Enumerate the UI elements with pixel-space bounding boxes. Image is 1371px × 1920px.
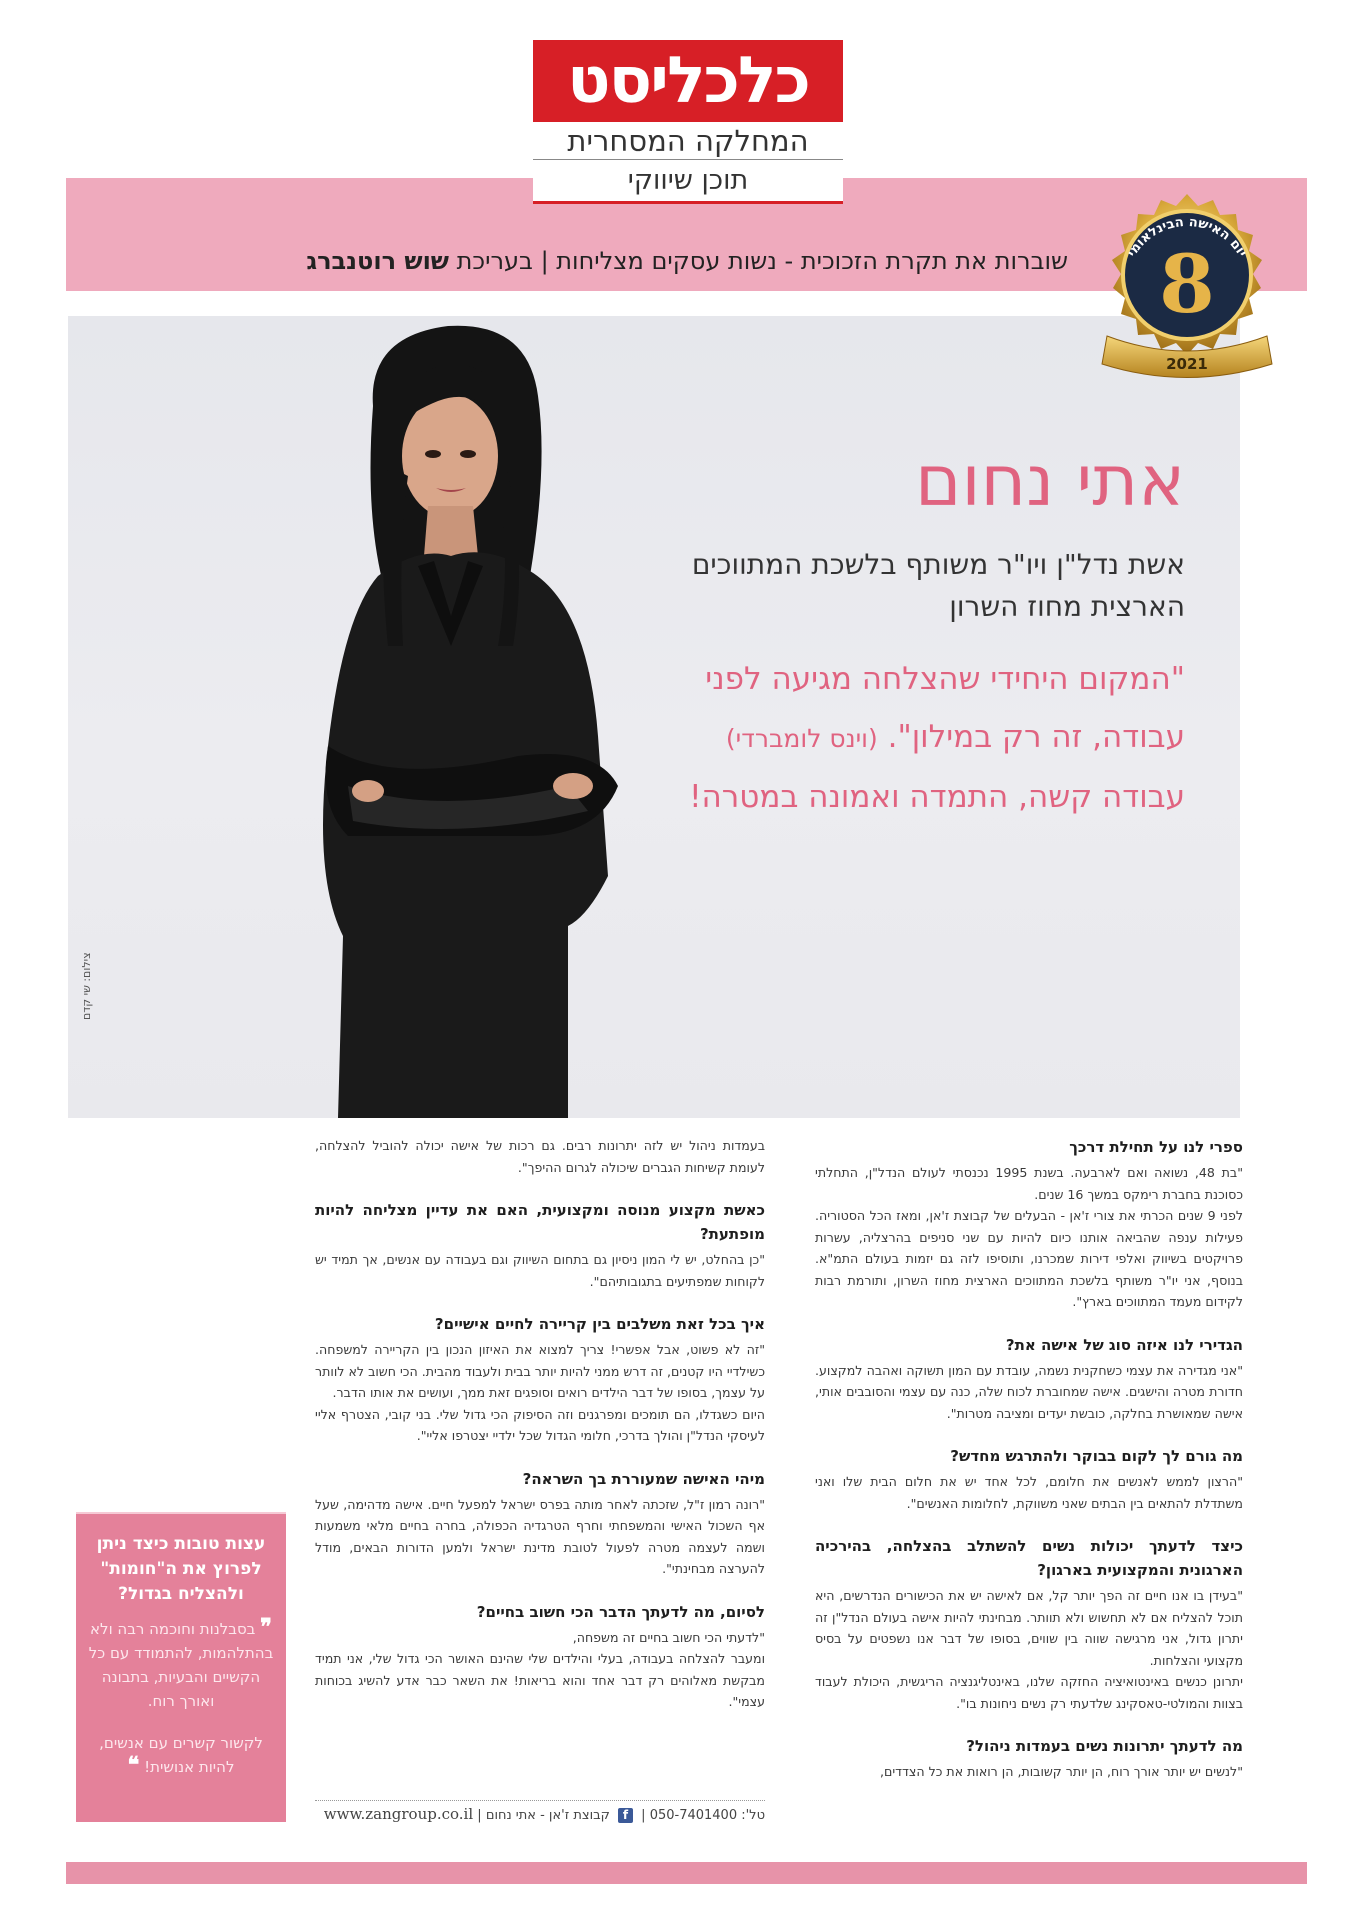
department-label: המחלקה המסחרית	[533, 122, 843, 160]
role-line-1: אשת נדל"ן ויו"ר משותף בלשכת המתווכים	[691, 548, 1185, 581]
separator: |	[637, 1808, 646, 1823]
logo-text: כלכליסט	[567, 44, 809, 118]
answer-text-continued: בעמדות ניהול יש לזה יתרונות רבים. גם רכות של אישה יכולה להוביל להצלחה, לעומת קשיחות הגברים שיכולה לגרום ההיפך".	[315, 1138, 765, 1175]
womens-day-badge	[1082, 186, 1292, 396]
quote-mark-icon: ❞	[260, 1614, 272, 1640]
question-heading: לסיום, מה לדעתך הדבר הכי חשוב בחיים?	[476, 1602, 765, 1621]
contact-phone: טל': 050-7401400	[649, 1808, 765, 1823]
answer-text: "זה לא פשוט, אבל אפשרי! צריך למצוא את האיזון הנכון בין הקריירה למשפחה. כשילדיי היו קטנים, זה דרש ממני להיות יותר בבית ולעבוד מהבית. הכי חשוב לא לוותר על עצמך, בסופו של דבר הילדים רואים וסופגים זאת ממך, ועושים את אותו הדבר. היום כשגדלו, הם תומכים ומפרגנים וזה הסיפוק הכי גדול שלי. בני קובי, הצטרף אליי לעיסקי הנדל"ן והולך בדרכי, חלומי הגדול שכל ילדיי יצטרפו אליי".	[315, 1342, 765, 1443]
question-heading: כאשת מקצוע מנוסה ומקצועית, האם את עדיין מצליחה להיות מופתעת?	[315, 1201, 765, 1243]
series-title	[306, 246, 1068, 276]
question-heading: כיצד לדעתך יכולות נשים להשתלב בהצלחה, בהירכיה הארגונית והמקצועית בארגון?	[815, 1537, 1243, 1579]
article-column-right	[815, 1135, 1243, 1783]
quote-line-2	[625, 708, 1185, 768]
question-heading: הגדירי לנו איזה סוג של אישה את?	[1005, 1335, 1243, 1354]
contact-website: www.zangroup.co.il	[323, 1805, 474, 1823]
facebook-icon: f	[618, 1808, 633, 1823]
separator: |	[473, 1808, 482, 1823]
tips-title: עצות טובות כיצד ניתן לפרוץ את ה"חומות" ולהצליח בגדול?	[96, 1534, 266, 1604]
question-heading: ספרי לנו על תחילת דרכך	[1069, 1138, 1243, 1156]
tips-footer	[88, 1731, 274, 1779]
tips-footer-text: לקשור קשרים עם אנשים, להיות אנושית!	[99, 1734, 263, 1776]
series-editor: שוש רוטנברג	[306, 247, 450, 275]
contact-line	[315, 1805, 765, 1823]
series-prefix: שוברות את תקרת הזכוכית - נשות עסקים מצליחות | בעריכת	[456, 247, 1068, 275]
question-heading: מיהי האישה שמעוררת בך השראה?	[522, 1469, 765, 1488]
badge-number: 8	[1159, 237, 1215, 331]
article-column-left	[315, 1135, 765, 1713]
tips-box	[76, 1512, 286, 1822]
quote-line-2-text: עבודה, זה רק במילון".	[887, 719, 1185, 755]
quote-line-3: עבודה קשה, התמדה ואמונה במטרה!	[689, 779, 1185, 815]
quote-mark-icon: ❝	[127, 1752, 140, 1778]
profile-quote	[625, 650, 1185, 826]
question-heading: מה לדעתך יתרונות נשים בעמדות ניהול?	[966, 1737, 1243, 1755]
answer-text: "לנשים יש יותר אורך רוח, הן יותר קשובות, הן רואות את כל הצדדים,	[879, 1764, 1243, 1779]
answer-text: "אני מגדירה את עצמי כשחקנית נשמה, עובדת עם המון תשוקה ואהבה למקצוע. חדורת מטרה והישגים. אישה שמחוברת לכוח שלה, כנה עם עצמי והסובבים אותי, אישה שמאושרת בחלקה, כובשת יעדים ומציבה מטרות".	[815, 1362, 1243, 1421]
footer-pink-band	[66, 1862, 1307, 1884]
badge-arc-text: יום האישה הבינלאומי	[1124, 214, 1250, 260]
answer-text: "בעידן בו אנו חיים זה הפך יותר קל, אם לאישה יש את הכישורים הנדרשים, היא תוכל להצליח אם לא תחשוש ולא תוותר. מבחינתי להיות אישה בעולם הנדל"ן זה יתרון גדול, אני מרגישה שווה בין שווים, בסופו של דבר אנו נשפטים על בסיס מקצועי והצלחות. יתרונן כנשים באינטואיציה החזקה שלנו, באינטליגנציה הריגשית, היכולת לעבוד בצוות והמולטי-טאסקינג שלדעתי רק נשים ניחונות בו".	[815, 1588, 1243, 1711]
tips-body	[88, 1614, 274, 1713]
question-heading: מה גורם לך לקום בבוקר ולהתרגש מחדש?	[950, 1447, 1243, 1465]
calcalist-logo	[533, 40, 843, 122]
profile-name: אתי נחום	[915, 440, 1185, 522]
tips-body-text: בסבלנות וחוכמה רבה ולא בהתלהמות, להתמודד עם כל הקשיים והבעיות, בתבונה ואורך רוח.	[88, 1620, 274, 1710]
role-line-2: הארצית מחוז השרון	[949, 590, 1185, 623]
contact-divider	[315, 1800, 765, 1801]
answer-text: "כן בהחלט, יש לי המון ניסיון גם בתחום השיווק וגם בעבודה עם אנשים, אך תמיד יש לקוחות שמפתיעים בתגובותיהם".	[315, 1252, 765, 1289]
question-heading: איך בכל זאת משלבים בין קריירה לחיים אישיים?	[434, 1315, 765, 1333]
answer-text: "רונה רמון ז"ל, שזכתה לאחר מותה בפרס ישראל למפעל חיים. אישה מדהימה, שעל אף השכול האישי והמשפחתי וחרף הטרגדיה הכפולה, בחרה בחיים מלאי משמעות ושמה לעצמה מטרה לפעול לטובת מדינת ישראל ולמען הדורות הבאים, מודל להערצה מבחינתי".	[315, 1496, 765, 1576]
quote-credit: (וינס לומברדי)	[725, 724, 878, 753]
answer-text: "לדעתי הכי חשוב בחיים זה משפחה, ומעבר להצלחה בעבודה, בעלי והילדים שלי שהינם האושר הכי גדול שלי, אני תמיד מבקשת מאלוהים רק דבר אחד והוא בריאות! את השאר כבר אדע להשיג בכוחות עצמי".	[315, 1629, 765, 1709]
quote-line-1: "המקום היחידי שהצלחה מגיעה לפני	[705, 661, 1185, 697]
photo-credit: צילום: שי קדם	[80, 952, 93, 1020]
contact-facebook: קבוצת ז'אן - אתי נחום	[485, 1808, 610, 1823]
answer-text: "בת 48, נשואה ואם לארבעה. בשנת 1995 נכנסתי לעולם הנדל"ן, התחלתי כסוכנת בחברת רימקס במשך 16 שנים. לפני 9 שנים הכרתי את צורי ז'אן - הבעלים של קבוצת ז'אן, ומאז הכל הסטוריה. פעילות ענפה שהביאה אותנו כיום להיות עם שני סניפים בהרצליה, עשרות פרויקטים בשיווק ואלפי דירות שמכרנו, ותוסיפו לזה גם יזמות בעולם התמ"א. בנוסף, אני יו"ר משותף בלשכת המתווכים הארצית מחוז השרון, ותורמת רבות לקידום מעמד המתווכים בארץ".	[815, 1165, 1244, 1309]
answer-text: "הרצון לממש לאנשים את חלומם, לכל אחד יש את חלום הבית שלו ואני משתדלת להתאים בין הבתים שאני משווקת, לחלומות האנשים".	[815, 1474, 1243, 1511]
profile-role	[625, 544, 1185, 628]
marketing-content-label: תוכן שיווקי	[533, 160, 843, 204]
badge-year: 2021	[1166, 355, 1208, 373]
